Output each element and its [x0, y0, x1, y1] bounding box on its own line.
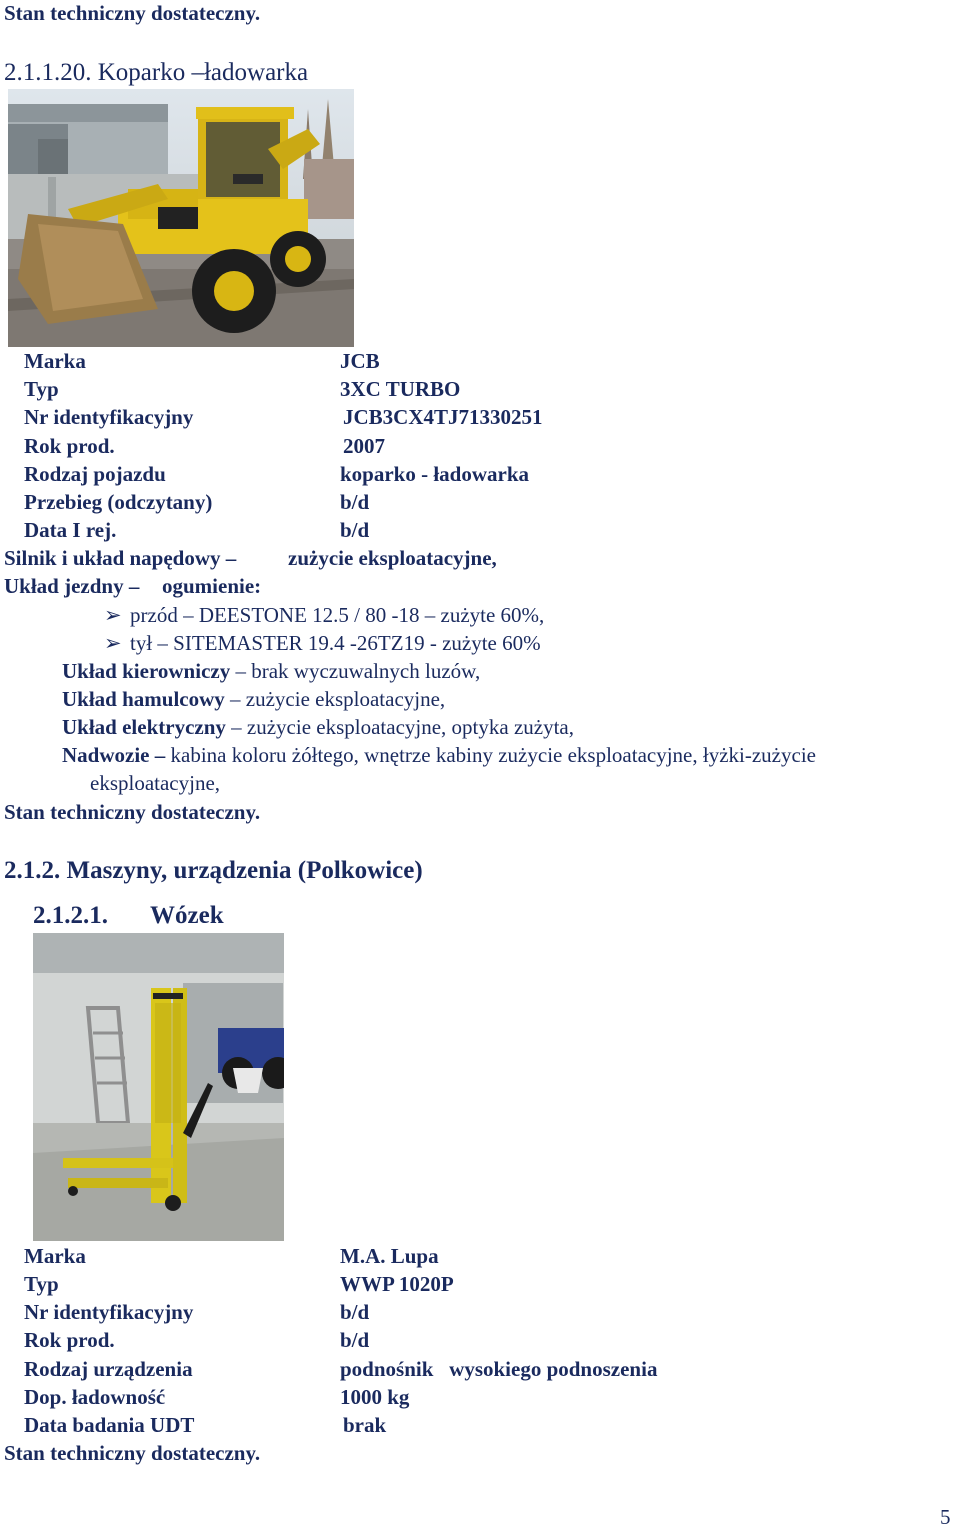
- section-heading-machines: 2.1.2. Maszyny, urządzenia (Polkowice): [4, 857, 423, 884]
- spec-value: b/d: [340, 490, 370, 514]
- body-label: Nadwozie –: [62, 743, 166, 767]
- pallet-stacker-photo: [33, 933, 284, 1241]
- steering-row: [62, 661, 480, 682]
- spec-label: Marka: [24, 349, 86, 373]
- spec-value: brak: [343, 1413, 387, 1437]
- brakes-label: Układ hamulcowy: [62, 687, 225, 711]
- tire-front-text: przód – DEESTONE 12.5 / 80 -18 – zużyte 60%,: [130, 603, 545, 627]
- spec-label: Data badania UDT: [24, 1413, 195, 1437]
- body-row: [62, 745, 816, 766]
- section2-status: Stan techniczny dostateczny.: [4, 1441, 261, 1465]
- tire-rear-item: [104, 633, 541, 654]
- electrical-label: Układ elektryczny: [62, 715, 226, 739]
- section1-status: Stan techniczny dostateczny.: [4, 800, 261, 824]
- spec-value: JCB3CX4TJ71330251: [343, 405, 543, 429]
- spec-value: b/d: [340, 1300, 370, 1324]
- arrow-bullet-icon: ➢: [104, 631, 122, 655]
- spec-value: koparko - ładowarka: [340, 462, 530, 486]
- brakes-value: – zużycie eksploatacyjne,: [224, 687, 446, 711]
- tire-rear-text: tył – SITEMASTER 19.4 -26TZ19 - zużyte 60%: [130, 631, 541, 655]
- section-heading-backhoe: 2.1.1.20. Koparko –ładowarka: [4, 59, 309, 86]
- top-status-text: Stan techniczny dostateczny.: [4, 1, 261, 25]
- body-value: kabina koloru żółtego, wnętrze kabiny zużycie eksploatacyjne, łyżki-zużycie: [165, 743, 816, 767]
- spec-label: Nr identyfikacyjny: [24, 405, 194, 429]
- arrow-bullet-icon: ➢: [104, 603, 122, 627]
- spec-label: Rodzaj urządzenia: [24, 1357, 193, 1381]
- spec-value: JCB: [340, 349, 380, 373]
- backhoe-loader-photo: [8, 89, 354, 347]
- electrical-row: [62, 717, 574, 738]
- engine-label: Silnik i układ napędowy –: [4, 546, 237, 570]
- subheading-title: Wózek: [150, 902, 224, 929]
- spec-value: b/d: [340, 1328, 370, 1352]
- spec-value: b/d: [340, 518, 370, 542]
- page-number: 5: [940, 1505, 951, 1529]
- spec-value: 1000 kg: [340, 1385, 410, 1409]
- steering-label: Układ kierowniczy: [62, 659, 231, 683]
- spec-label: Nr identyfikacyjny: [24, 1300, 194, 1324]
- subheading-number: 2.1.2.1.: [33, 902, 108, 929]
- spec-label: Typ: [24, 1272, 59, 1296]
- spec-label: Dop. ładowność: [24, 1385, 166, 1409]
- tire-front-item: [104, 605, 544, 626]
- spec-value: podnośnik wysokiego podnoszenia: [340, 1357, 658, 1381]
- body-value-continued: eksploatacyjne,: [90, 771, 221, 795]
- spec-value: M.A. Lupa: [340, 1244, 439, 1268]
- spec-label: Typ: [24, 377, 59, 401]
- electrical-value: – zużycie eksploatacyjne, optyka zużyta,: [225, 715, 575, 739]
- engine-value: zużycie eksploatacyjne,: [288, 546, 497, 570]
- spec-value: 2007: [343, 434, 385, 458]
- spec-value: WWP 1020P: [340, 1272, 454, 1296]
- brakes-row: [62, 689, 445, 710]
- running-gear-value: ogumienie:: [162, 574, 262, 598]
- spec-label: Przebieg (odczytany): [24, 490, 213, 514]
- spec-label: Rodzaj pojazdu: [24, 462, 166, 486]
- spec-label: Data I rej.: [24, 518, 117, 542]
- steering-value: – brak wyczuwalnych luzów,: [230, 659, 481, 683]
- spec-label: Marka: [24, 1244, 86, 1268]
- running-gear-label: Układ jezdny –: [4, 574, 140, 598]
- spec-label: Rok prod.: [24, 434, 115, 458]
- spec-value: 3XC TURBO: [340, 377, 461, 401]
- spec-label: Rok prod.: [24, 1328, 115, 1352]
